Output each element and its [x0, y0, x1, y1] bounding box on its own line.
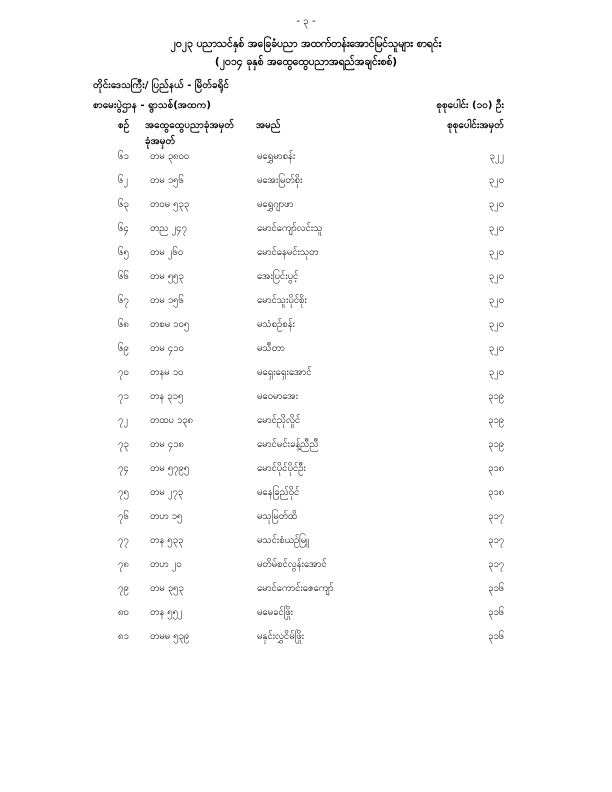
row-number: ၆၁: [118, 151, 129, 162]
student-name: မောင်ပိုင်ပိုင်ဦး: [257, 463, 306, 474]
student-name: မောင်မင်းခန့်ညီညီ: [257, 439, 319, 450]
table-row: [0, 222, 612, 246]
table-row: [0, 414, 612, 438]
total-marks: ၃၂၀: [488, 223, 504, 234]
roll-number: တဟ ၂၀: [150, 559, 182, 570]
table-row: [0, 486, 612, 510]
student-name: မောင်ညိုလှိုင်: [257, 415, 301, 426]
column-header-roll: အထွေထွေပညာခုံအမှတ်: [145, 120, 235, 131]
table-row: [0, 558, 612, 582]
table-row: [0, 462, 612, 486]
total-marks: ၃၂၀: [488, 343, 504, 354]
region-heading: တိုင်းဒေသကြီး/ ပြည်နယ် - မြိတ်ခရိုင်: [93, 80, 229, 91]
page-number: - ၃ -: [296, 16, 316, 27]
total-marks: ၃၁၉: [487, 439, 504, 450]
student-name: မောင်ကောင်းဇေကျော်: [257, 583, 334, 594]
student-name: မတိမ်စင်လွန်းအောင်: [257, 559, 327, 570]
student-name: မသုမြတ်ထိ: [257, 511, 298, 522]
row-number: ၈၀: [118, 607, 129, 618]
table-row: [0, 510, 612, 534]
row-number: ၆၇: [118, 295, 129, 306]
roll-number: တစမ ၁၀၅: [150, 319, 190, 330]
table-row: [0, 366, 612, 390]
table-row: [0, 630, 612, 654]
roll-number: တမ ၄၁၈: [150, 439, 184, 450]
row-number: ၆၃: [118, 199, 129, 210]
table-row: [0, 174, 612, 198]
table-row: [0, 294, 612, 318]
roll-number: တမ ၃၅၃: [150, 583, 184, 594]
row-number: ၇၆: [118, 511, 129, 522]
roll-number: တန ၅၃၃: [150, 535, 184, 546]
total-marks: ၃၁၇: [487, 511, 504, 522]
student-name: မသီတာ: [257, 343, 285, 354]
column-header-roll-sub: ခုံအမှတ်: [145, 136, 176, 147]
table-row: [0, 582, 612, 606]
roll-number: တန ၅၅၂: [150, 607, 183, 618]
row-number: ၇၉: [118, 583, 129, 594]
row-number: ၆၆: [118, 271, 129, 282]
document-subtitle: (၂၀၁၄ ခုနှစ် အထွေထွေပညာအရည်အချင်းစစ်): [214, 56, 398, 68]
student-name: မနေခြည်ဝိုင်: [257, 487, 300, 498]
row-number: ၇၈: [118, 559, 129, 570]
roll-number: တနမ ၁၀: [150, 367, 184, 378]
row-number: ၆၈: [118, 319, 129, 330]
table-row: [0, 390, 612, 414]
roll-number: တမ ၃၈၀၀: [150, 151, 190, 162]
row-number: ၇၄: [118, 463, 129, 474]
roll-number: တမ ၂၇၃: [150, 487, 184, 498]
student-name: မရွှေမာစန်း: [257, 151, 296, 162]
column-header-no: စဉ်: [118, 120, 130, 131]
table-row: [0, 534, 612, 558]
total-marks: ၃၂၀: [488, 295, 504, 306]
row-number: ၆၅: [118, 247, 129, 258]
total-marks: ၃၂၀: [488, 199, 504, 210]
table-row: [0, 342, 612, 366]
total-marks: ၃၁၆: [487, 607, 504, 618]
row-number: ၇၂: [118, 415, 129, 426]
student-name: အေးပြင်းပွင့်: [257, 271, 299, 282]
student-name: မရွှေဂျာဖာ: [257, 199, 294, 210]
student-name: မရှေးရှေးအောင်: [257, 367, 312, 378]
total-marks: ၃၂၀: [488, 175, 504, 186]
roll-number: တမ ၅၅၃: [150, 271, 184, 282]
total-marks: ၃၁၈: [487, 487, 504, 498]
roll-number: တမ ၂၆၀: [150, 247, 184, 258]
column-header-marks: စုစုပေါင်းအမှတ်: [447, 120, 504, 131]
total-marks: ၃၁၆: [487, 583, 504, 594]
row-number: ၇၇: [118, 535, 129, 546]
total-marks: ၃၂၀: [488, 367, 504, 378]
row-number: ၈၁: [118, 631, 129, 642]
row-number: ၇၀: [118, 367, 129, 378]
roll-number: တည ၂၄၇: [150, 223, 187, 234]
student-name: မသံစဉ်စန်း: [257, 319, 295, 330]
student-name: မသင်းစံယဉ်မြူ: [257, 535, 309, 546]
total-marks: ၃၂၂: [489, 151, 504, 162]
exam-center-heading: စာမေးပွဲဌာန - ရွာသစ်(အထက): [93, 100, 211, 111]
roll-number: တမ ၅၇၉၅: [150, 463, 190, 474]
student-name: မောင်ကျော်လင်းသူ: [257, 223, 323, 234]
table-row: [0, 198, 612, 222]
roll-number: တမ ၁၅၆: [150, 175, 184, 186]
document-title: ၂၀၂၃ ပညာသင်နှစ် အခြေခံပညာ အထက်တန်းအောင်မြင်သူများ စာရင်း: [170, 38, 442, 50]
student-name: မအေးမြတ်စိုး: [257, 175, 303, 186]
table-row: [0, 246, 612, 270]
total-marks: ၃၁၉: [487, 415, 504, 426]
table-row: [0, 438, 612, 462]
table-row: [0, 606, 612, 630]
roll-number: တန ၃၁၅: [150, 391, 184, 402]
row-number: ၆၄: [118, 223, 129, 234]
roll-number: တဝမ ၅၃၃: [150, 199, 190, 210]
roll-number: တမ ၁၅၆: [150, 295, 184, 306]
table-row: [0, 270, 612, 294]
roll-number: တဟ ၁၅: [150, 511, 183, 522]
student-name: မမေခင်ဖြိုး: [257, 607, 294, 618]
total-marks: ၃၁၇: [487, 559, 504, 570]
table-row: [0, 318, 612, 342]
row-number: ၇၁: [118, 391, 129, 402]
total-marks: ၃၂၀: [488, 271, 504, 282]
total-count: စုစုပေါင်း (၁၀) ဦး: [436, 100, 504, 111]
total-marks: ၃၂၀: [488, 247, 504, 258]
column-header-name: အမည်: [256, 120, 281, 131]
roll-number: တမ ၄၁၀: [150, 343, 184, 354]
row-number: ၇၃: [118, 439, 129, 450]
student-name: မဝေမာအေး: [257, 391, 299, 402]
row-number: ၇၅: [118, 487, 129, 498]
student-name: မောင်နေမင်းသုတ: [257, 247, 319, 258]
student-name: မောင်သူးပိုင်စိုး: [257, 295, 307, 306]
total-marks: ၃၁၇: [487, 535, 504, 546]
row-number: ၆၂: [118, 175, 129, 186]
roll-number: တထပ ၁၃၈: [150, 415, 193, 426]
total-marks: ၃၂၀: [488, 319, 504, 330]
table-row: [0, 150, 612, 174]
row-number: ၆၉: [118, 343, 129, 354]
total-marks: ၃၁၈: [487, 463, 504, 474]
total-marks: ၃၁၆: [487, 631, 504, 642]
student-name: မနှင်းလွှငိမ်ဖြိုး: [257, 631, 305, 642]
roll-number: တမမ ၅၃၉: [150, 631, 190, 642]
total-marks: ၃၁၉: [487, 391, 504, 402]
